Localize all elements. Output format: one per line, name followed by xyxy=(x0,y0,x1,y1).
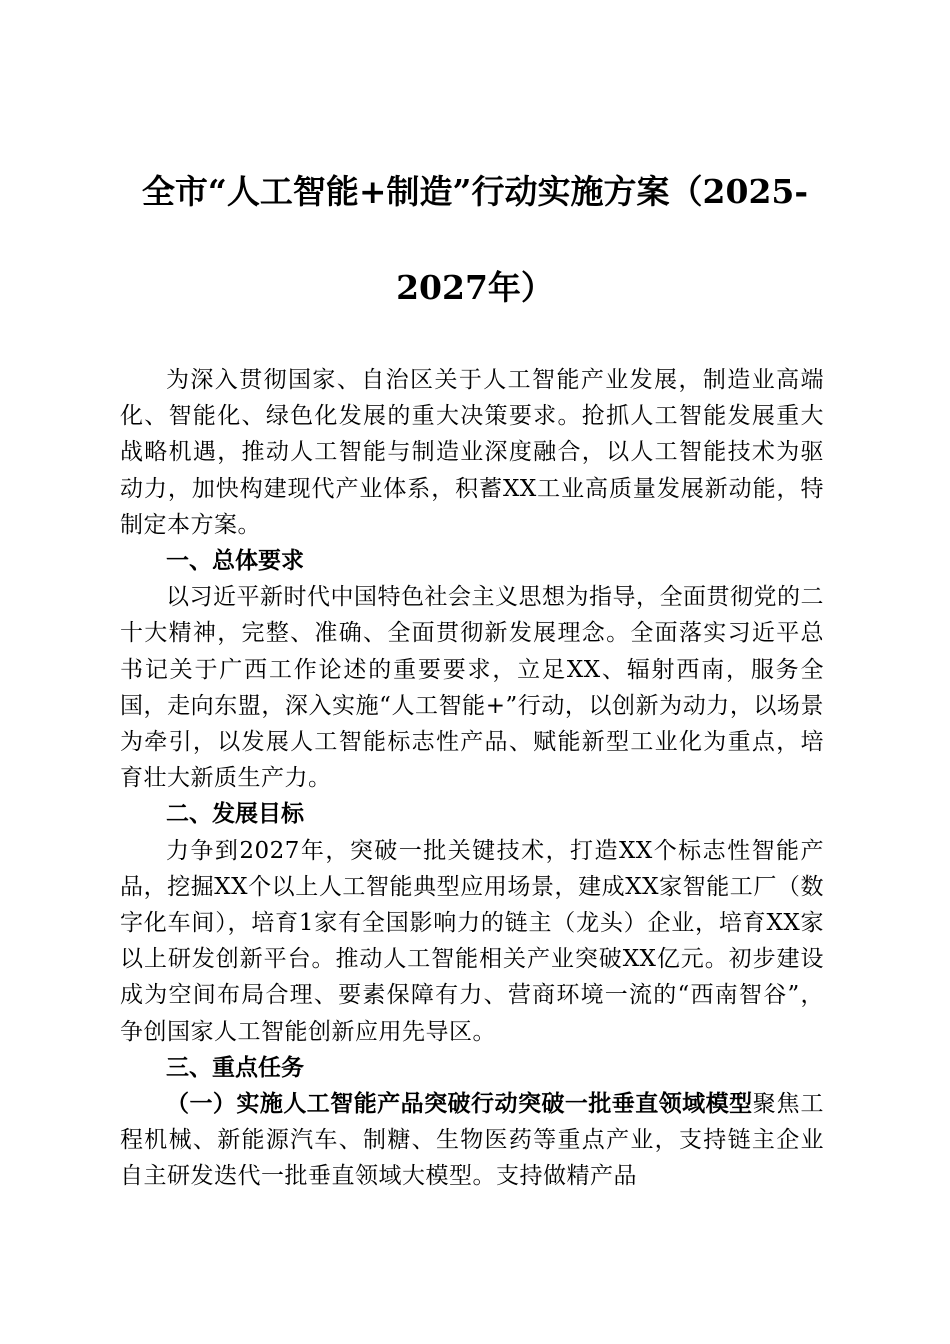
subsection-text: 聚焦工程机械、新能源汽车、制糖、生物医药等重点产业，支持链主企业自主研发迭代一批垂直领域大模型。支持做精产品 xyxy=(120,1091,825,1190)
section-paragraph-development-goals: 力争到2027年，突破一批关键技术，打造XX个标志性智能产品，挖掘XX个以上人工智能典型应用场景，建成XX家智能工厂（数字化车间），培育1家有全国影响力的链主（龙头）企业，培育XX家以上研发创新平台。推动人工智能相关产业突破XX亿元。初步建设成为空间布局合理、要素保障有力、营商环境一流的“西南智谷”，争创国家人工智能创新应用先导区。 xyxy=(120,837,824,1045)
section-heading-key-tasks: 三、重点任务 xyxy=(166,1054,304,1081)
document-body xyxy=(120,362,824,1195)
document-title-line-2: 2027年） xyxy=(396,268,554,307)
subsection-lead: （一）实施人工智能产品突破行动突破一批垂直领域模型 xyxy=(166,1091,753,1118)
section-heading-development-goals: 二、发展目标 xyxy=(166,801,304,828)
section-paragraph-general-requirements: 以习近平新时代中国特色社会主义思想为指导，全面贯彻党的二十大精神，完整、准确、全面贯彻新发展理念。全面落实习近平总书记关于广西工作论述的重要要求，立足XX、辐射西南，服务全国，走向东盟，深入实施“人工智能+”行动，以创新为动力，以场景为牵引，以发展人工智能标志性产品、赋能新型工业化为重点，培育壮大新质生产力。 xyxy=(120,584,824,792)
section-heading-general-requirements: 一、总体要求 xyxy=(166,548,304,575)
document-title-line-1: 全市“人工智能+制造”行动实施方案（2025- xyxy=(141,172,809,211)
intro-paragraph: 为深入贯彻国家、自治区关于人工智能产业发展，制造业高端化、智能化、绿色化发展的重大决策要求。抢抓人工智能发展重大战略机遇，推动人工智能与制造业深度融合，以人工智能技术为驱动力，加快构建现代产业体系，积蓄XX工业高质量发展新动能，特制定本方案。 xyxy=(120,367,824,538)
subsection-paragraph-product-breakthrough xyxy=(120,1086,824,1195)
